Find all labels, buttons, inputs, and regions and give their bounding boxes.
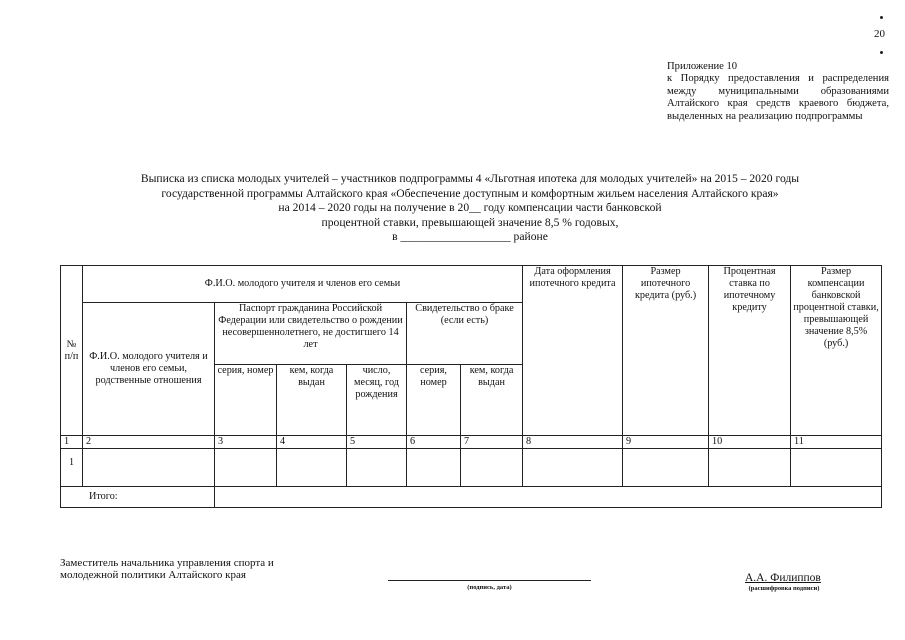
signer-position: [60, 557, 274, 582]
header-credit-amount: Размер ипотечного кредита (руб.): [623, 266, 709, 436]
index-cell: 1: [61, 436, 83, 449]
signer-name: А.А. Филиппов: [745, 572, 821, 584]
index-cell: 5: [347, 436, 407, 449]
table-cell: [523, 449, 623, 487]
header-num: № п/п: [61, 266, 83, 436]
header-passport-issued: кем, когда выдан: [277, 365, 347, 436]
index-cell: 2: [83, 436, 215, 449]
header-credit-date: Дата оформления ипотечного кредита: [523, 266, 623, 436]
signature-caption: (подпись, дата): [467, 584, 512, 591]
page-number: 20: [874, 28, 885, 40]
header-marriage-issued: кем, когда выдан: [461, 365, 523, 436]
total-row: [61, 487, 882, 508]
page-mark-dot: [880, 16, 883, 19]
position-line: Заместитель начальника управления спорта и: [60, 557, 274, 569]
total-value-cell: [215, 487, 882, 508]
position-line: молодежной политики Алтайского края: [60, 569, 246, 582]
appendix-title: Приложение 10: [667, 61, 738, 72]
title-line: Выписка из списка молодых учителей – участников подпрограммы 4 «Льготная ипотека для молодых учителей» на 2015 – 2020 годы: [140, 172, 800, 185]
title-line: процентной ставки, превышающей значение 8,5 % годовых,: [321, 215, 619, 229]
title-line: в ___________________ районе: [392, 230, 548, 244]
signature-line: [388, 580, 591, 581]
document-title: [60, 172, 880, 245]
index-cell: 4: [277, 436, 347, 449]
appendix-body: к Порядку предоставления и распределения между муниципальными образованиями Алтайского края средств краевого бюджета, выделенных на реализацию подпрограммы: [667, 73, 889, 122]
index-cell: 7: [461, 436, 523, 449]
header-birth-date: число, месяц, год рождения: [347, 365, 407, 436]
table-cell: [347, 449, 407, 487]
header-fio-group: Ф.И.О. молодого учителя и членов его семьи: [83, 266, 523, 303]
table-cell: [461, 449, 523, 487]
index-cell: 3: [215, 436, 277, 449]
table-cell: [83, 449, 215, 487]
row-number: 1: [61, 449, 83, 487]
table-cell: [791, 449, 882, 487]
header-passport-group: Паспорт гражданина Российской Федерации или свидетельство о рождении несовершеннолетнего, не достигшего 14 лет: [215, 303, 407, 365]
appendix-note: [667, 61, 889, 123]
header-passport-series: серия, номер: [215, 365, 277, 436]
table-cell: [709, 449, 791, 487]
name-caption: (расшифровка подписи): [748, 585, 820, 592]
index-cell: 9: [623, 436, 709, 449]
index-cell: 10: [709, 436, 791, 449]
header-marriage-group: Свидетельство о браке (если есть): [407, 303, 523, 365]
title-line: государственной программы Алтайского края «Обеспечение доступным и комфортным жильем населения Алтайского края»: [161, 186, 779, 200]
table-cell: [407, 449, 461, 487]
header-fio: Ф.И.О. молодого учителя и членов его семьи, родственные отношения: [83, 303, 215, 436]
total-label: Итого:: [61, 487, 215, 508]
table-cell: [623, 449, 709, 487]
table-row: [61, 449, 882, 487]
table-cell: [215, 449, 277, 487]
table-cell: [277, 449, 347, 487]
index-cell: 11: [791, 436, 882, 449]
index-cell: 6: [407, 436, 461, 449]
header-marriage-series: серия, номер: [407, 365, 461, 436]
page-mark-dot: [880, 51, 883, 54]
header-interest-rate: Процентная ставка по ипотечному кредиту: [709, 266, 791, 436]
title-line: на 2014 – 2020 годы на получение в 20__ году компенсации части банковской: [278, 201, 662, 215]
header-compensation: Размер компенсации банковской процентной ставки, превышающей значение 8,5% (руб.): [791, 266, 882, 436]
participants-table: [60, 265, 882, 508]
index-cell: 8: [523, 436, 623, 449]
